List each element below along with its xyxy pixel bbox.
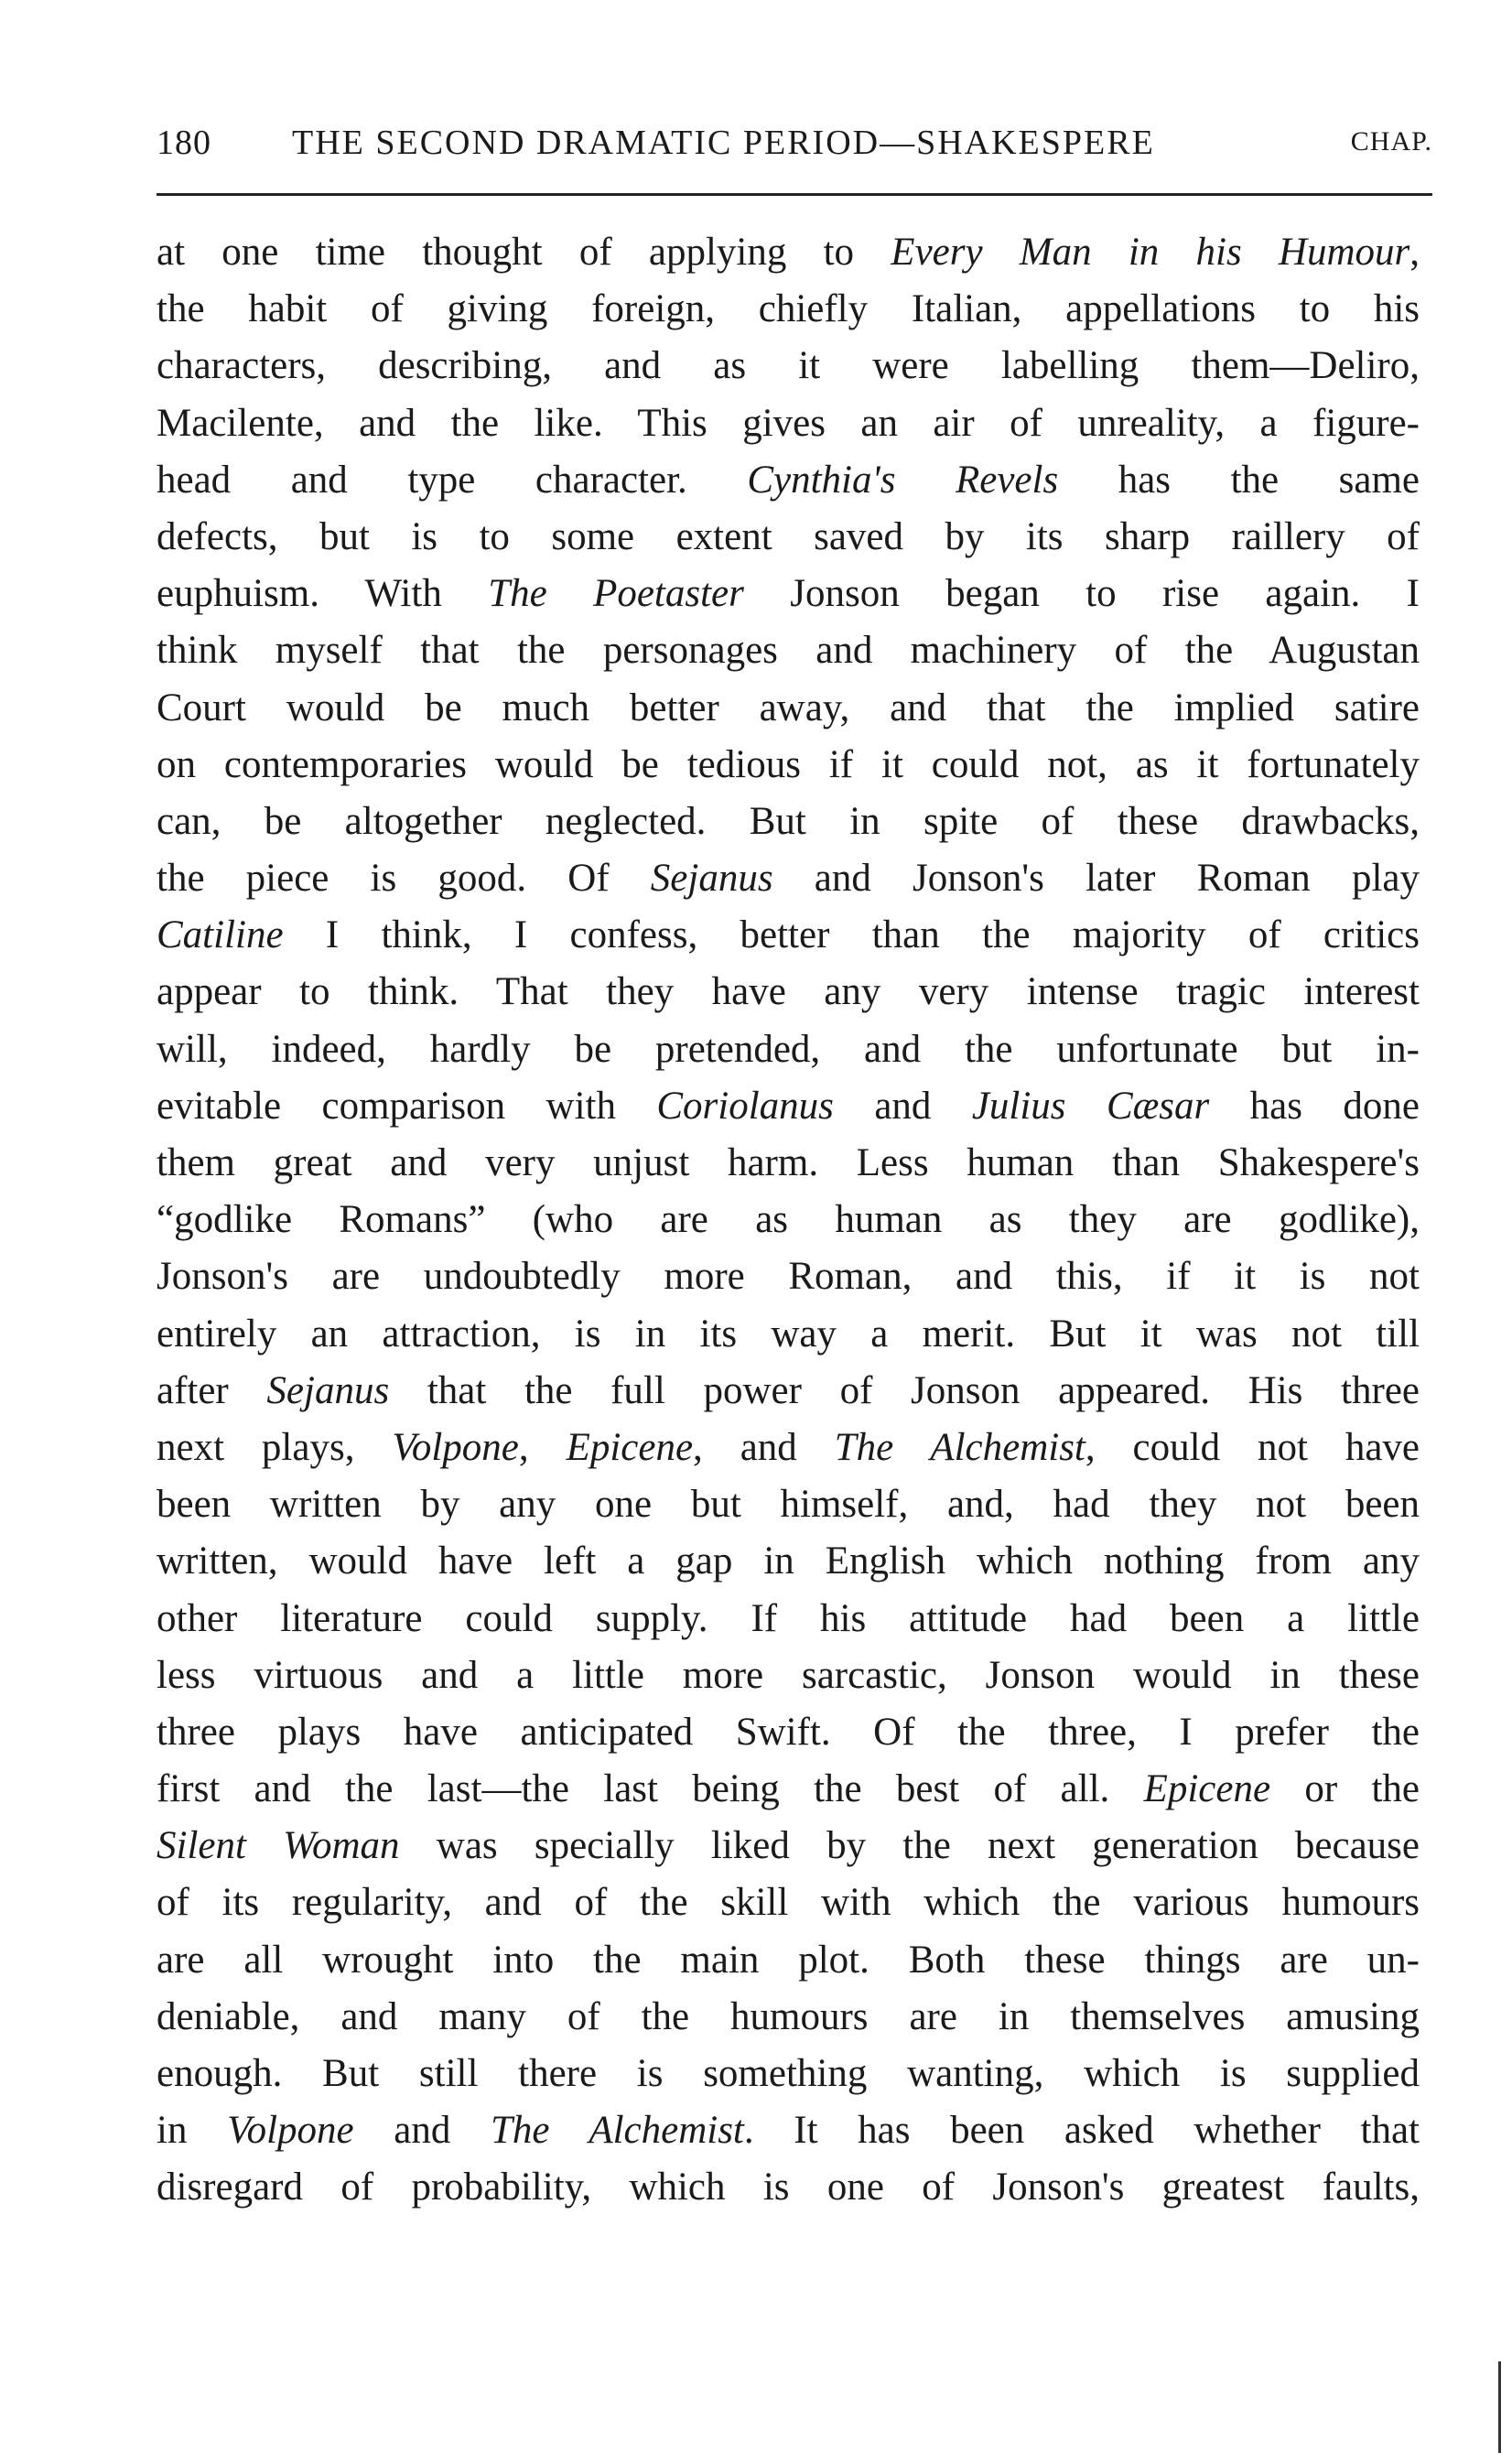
italic-title: Silent Woman: [157, 1824, 400, 1868]
text-run: and: [353, 2109, 491, 2153]
italic-title: Epicene: [566, 1425, 694, 1469]
text-run: head and type character.: [157, 458, 748, 502]
text-line: [157, 680, 1420, 737]
text-run: or the: [1270, 1767, 1420, 1811]
text-run: at one time thought of applying to: [157, 231, 891, 274]
italic-title: Volpone: [392, 1425, 519, 1469]
text-run: euphuism. With: [157, 572, 489, 616]
text-line: [157, 2159, 1420, 2216]
text-run: on contemporaries would be tedious if it could not, as it fortunately: [157, 742, 1420, 786]
text-line: [157, 964, 1420, 1021]
chapter-label: CHAP.: [1350, 126, 1432, 157]
italic-title: Cynthia's Revels: [747, 458, 1059, 502]
italic-title: Sejanus: [266, 1368, 390, 1412]
text-line: [157, 1476, 1420, 1533]
text-line: [157, 2102, 1420, 2159]
text-run: “godlike Romans” (who are as human as they are godlike),: [157, 1198, 1420, 1242]
text-line: [157, 1078, 1420, 1135]
italic-title: Every Man in his Humour: [891, 231, 1410, 274]
text-run: less virtuous and a little more sarcastic, Jonson would in these: [157, 1653, 1420, 1697]
text-line: [157, 1192, 1420, 1248]
text-run: evitable comparison with: [157, 1084, 657, 1128]
text-run: the habit of giving foreign, chiefly Italian, appellations to his: [157, 287, 1420, 331]
italic-title: Catiline: [157, 913, 284, 957]
text-run: three plays have anticipated Swift. Of the three, I prefer the: [157, 1710, 1420, 1754]
text-run: . It has been asked whether that: [743, 2109, 1420, 2153]
text-line: [157, 622, 1420, 679]
header-rule: [157, 193, 1432, 196]
text-run: ,: [1409, 231, 1420, 274]
italic-title: The Alchemist: [490, 2109, 744, 2153]
text-run: ,: [518, 1425, 567, 1469]
text-line: [157, 1761, 1420, 1818]
text-run: Macilente, and the like. This gives an air of unreality, a figure-: [157, 401, 1420, 445]
text-run: of its regularity, and of the skill with which the various humours: [157, 1881, 1420, 1925]
text-line: [157, 1420, 1420, 1476]
text-run: that the full power of Jonson appeared. His three: [389, 1368, 1420, 1412]
text-run: defects, but is to some extent saved by its sharp raillery of: [157, 514, 1420, 558]
text-run: first and the last—the last being the best of all.: [157, 1767, 1144, 1811]
text-line: [157, 794, 1420, 850]
text-line: [157, 1591, 1420, 1647]
italic-title: Coriolanus: [656, 1084, 834, 1128]
text-run: other literature could supply. If his attitude had been a little: [157, 1596, 1420, 1640]
text-line: [157, 1932, 1420, 1989]
text-run: been written by any one but himself, and, had they not been: [157, 1483, 1420, 1527]
text-run: will, indeed, hardly be pretended, and the unfortunate but in-: [157, 1027, 1420, 1071]
body-text: [157, 224, 1420, 2217]
text-line: [157, 566, 1420, 622]
text-line: [157, 737, 1420, 794]
text-line: [157, 850, 1420, 907]
text-line: [157, 1248, 1420, 1305]
italic-title: Epicene: [1143, 1767, 1271, 1811]
text-line: [157, 338, 1420, 394]
text-run: and Jonson's later Roman play: [772, 857, 1420, 901]
italic-title: Volpone: [227, 2109, 354, 2153]
text-run: the piece is good. Of: [157, 857, 651, 901]
text-line: [157, 1306, 1420, 1363]
text-run: characters, describing, and as it were labelling them—Deliro,: [157, 344, 1420, 388]
text-line: [157, 395, 1420, 452]
italic-title: Julius Cæsar: [971, 1084, 1210, 1128]
text-line: [157, 1874, 1420, 1931]
text-run: , and: [693, 1425, 835, 1469]
text-run: them great and very unjust harm. Less human than Shakespere's: [157, 1141, 1420, 1184]
text-run: entirely an attraction, is in its way a merit. But it was not till: [157, 1312, 1420, 1356]
text-run: can, be altogether neglected. But in spite of these drawbacks,: [157, 799, 1420, 843]
text-line: [157, 1135, 1420, 1192]
italic-title: The Alchemist: [834, 1425, 1085, 1469]
text-run: was specially liked by the next generation because: [399, 1824, 1420, 1868]
text-line: [157, 452, 1420, 509]
text-run: written, would have left a gap in English which nothing from any: [157, 1539, 1420, 1583]
text-run: has done: [1209, 1084, 1420, 1128]
running-title: THE SECOND DRAMATIC PERIOD—SHAKESPERE: [292, 124, 1155, 162]
text-line: [157, 907, 1420, 964]
page-number: 180: [157, 124, 211, 162]
text-run: after: [157, 1368, 267, 1412]
text-line: [157, 1647, 1420, 1704]
text-run: are all wrought into the main plot. Both these things are un-: [157, 1938, 1420, 1982]
text-line: [157, 1704, 1420, 1761]
text-run: , could not have: [1085, 1425, 1420, 1469]
text-line: [157, 1363, 1420, 1420]
italic-title: Sejanus: [650, 857, 773, 901]
text-run: think myself that the personages and machinery of the Augustan: [157, 629, 1420, 673]
text-run: disregard of probability, which is one of Jonson's greatest faults,: [157, 2166, 1420, 2209]
text-line: [157, 2046, 1420, 2102]
text-run: appear to think. That they have any very intense tragic interest: [157, 970, 1420, 1014]
text-line: [157, 1533, 1420, 1590]
text-line: [157, 1021, 1420, 1078]
text-run: and: [833, 1084, 972, 1128]
text-line: [157, 281, 1420, 338]
text-run: Court would be much better away, and that the implied satire: [157, 686, 1420, 729]
text-run: Jonson began to rise again. I: [743, 572, 1420, 616]
text-run: Jonson's are undoubtedly more Roman, and this, if it is not: [157, 1255, 1420, 1299]
text-line: [157, 1989, 1420, 2046]
page-edge-mark: [1498, 2361, 1501, 2453]
text-line: [157, 1818, 1420, 1874]
running-header: [157, 117, 1432, 172]
text-run: I think, I confess, better than the majority of critics: [283, 913, 1420, 957]
text-run: deniable, and many of the humours are in themselves amusing: [157, 1994, 1420, 2038]
text-line: [157, 509, 1420, 566]
text-line: [157, 224, 1420, 281]
text-run: enough. But still there is something wanting, which is supplied: [157, 2052, 1420, 2095]
italic-title: The Poetaster: [488, 572, 744, 616]
text-run: in: [157, 2109, 228, 2153]
text-run: has the same: [1058, 458, 1420, 502]
text-run: next plays,: [157, 1425, 393, 1469]
